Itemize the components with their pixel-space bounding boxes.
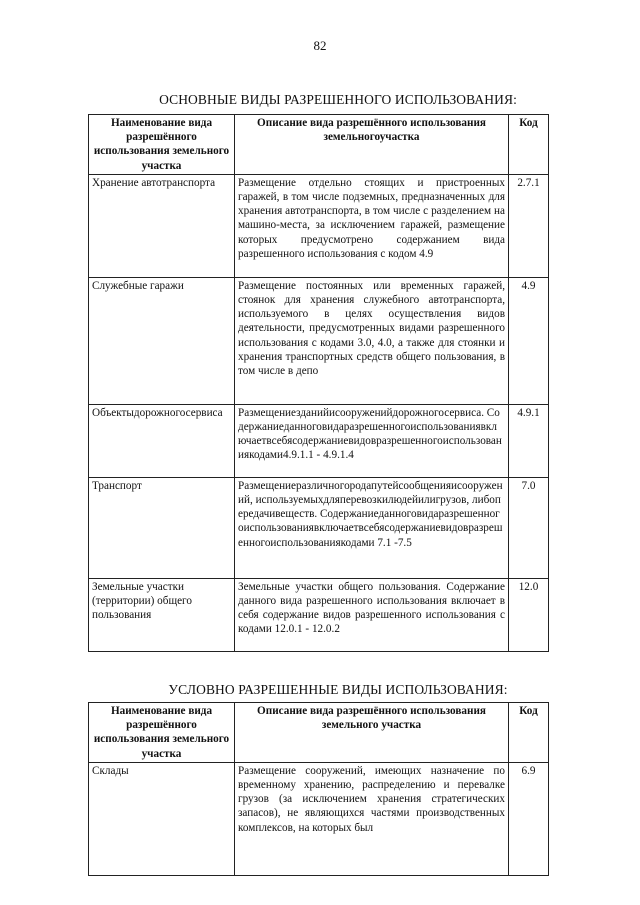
main-uses-table <box>88 114 549 652</box>
row-description: Земельные участки общего пользования. Содержание данного вида разрешенного использования включает в себя содержание видов разрешенного использования с кодами 12.0.1 - 12.0.2 <box>235 578 509 651</box>
row-code: 12.0 <box>509 578 549 651</box>
header-name: Наименование вида разрешённого использования земельного участка <box>89 703 235 763</box>
page-number: 82 <box>313 38 327 53</box>
section-title-conditional-uses: УСЛОВНО РАЗРЕШЕННЫЕ ВИДЫ ИСПОЛЬЗОВАНИЯ: <box>168 682 508 697</box>
header-code: Код <box>509 703 549 763</box>
row-name: Хранение автотранспорта <box>89 174 235 277</box>
row-name: Объектыдорожногосервиса <box>89 404 235 477</box>
table-header-row <box>89 115 549 175</box>
row-description: Размещениеразличногородапутейсообщенияисооружений, используемыхдляперевозкилюдейилигрузов, либопередачивеществ. Содержаниеданноговидаразрешенногоиспользованиявключаетвсебясодержаниевидовразрешенногоиспользованиякодами 7.1 -7.5 <box>235 477 509 578</box>
section-title-main-uses: ОСНОВНЫЕ ВИДЫ РАЗРЕШЕННОГО ИСПОЛЬЗОВАНИЯ: <box>159 92 517 107</box>
table-row <box>89 578 549 651</box>
table-row <box>89 277 549 404</box>
row-code: 4.9.1 <box>509 404 549 477</box>
row-description: Размещение отдельно стоящих и пристроенных гаражей, в том числе подземных, предназначенных для хранения автотранспорта, в том числе с разделением на машино-места, за исключением гаражей, размещение которых предусмотрено содержанием вида разрешенного использования с кодом 4.9 <box>235 174 509 277</box>
header-description: Описание вида разрешённого использования земельногоучастка <box>235 115 509 175</box>
table-header-row <box>89 703 549 763</box>
table-row <box>89 762 549 875</box>
row-description: Размещение сооружений, имеющих назначение по временному хранению, распределению и перевалке грузов (за исключением хранения стратегических запасов), не являющихся частями производственных комплексов, на которых был <box>235 762 509 875</box>
table-row <box>89 477 549 578</box>
header-name: Наименование вида разрешённого использования земельного участка <box>89 115 235 175</box>
row-name: Склады <box>89 762 235 875</box>
table-row <box>89 404 549 477</box>
row-name: Транспорт <box>89 477 235 578</box>
header-code: Код <box>509 115 549 175</box>
row-code: 4.9 <box>509 277 549 404</box>
row-description: Размещениезданийисооруженийдорожногосервиса. Содержаниеданноговидаразрешенногоиспользованиявключаетвсебясодержаниевидовразрешенногоиспользованиякодами4.9.1.1 - 4.9.1.4 <box>235 404 509 477</box>
row-code: 2.7.1 <box>509 174 549 277</box>
row-description: Размещение постоянных или временных гаражей, стоянок для хранения служебного автотранспорта, используемого в целях осуществления видов деятельности, предусмотренных видами разрешенного использования с кодами 3.0, 4.0, а также для стоянки и хранения транспортных средств общего пользования, в том числе в депо <box>235 277 509 404</box>
row-code: 7.0 <box>509 477 549 578</box>
row-name: Служебные гаражи <box>89 277 235 404</box>
table-row <box>89 174 549 277</box>
conditional-uses-table <box>88 702 549 876</box>
header-description: Описание вида разрешённого использования земельного участка <box>235 703 509 763</box>
row-code: 6.9 <box>509 762 549 875</box>
row-name: Земельные участки (территории) общего пользования <box>89 578 235 651</box>
